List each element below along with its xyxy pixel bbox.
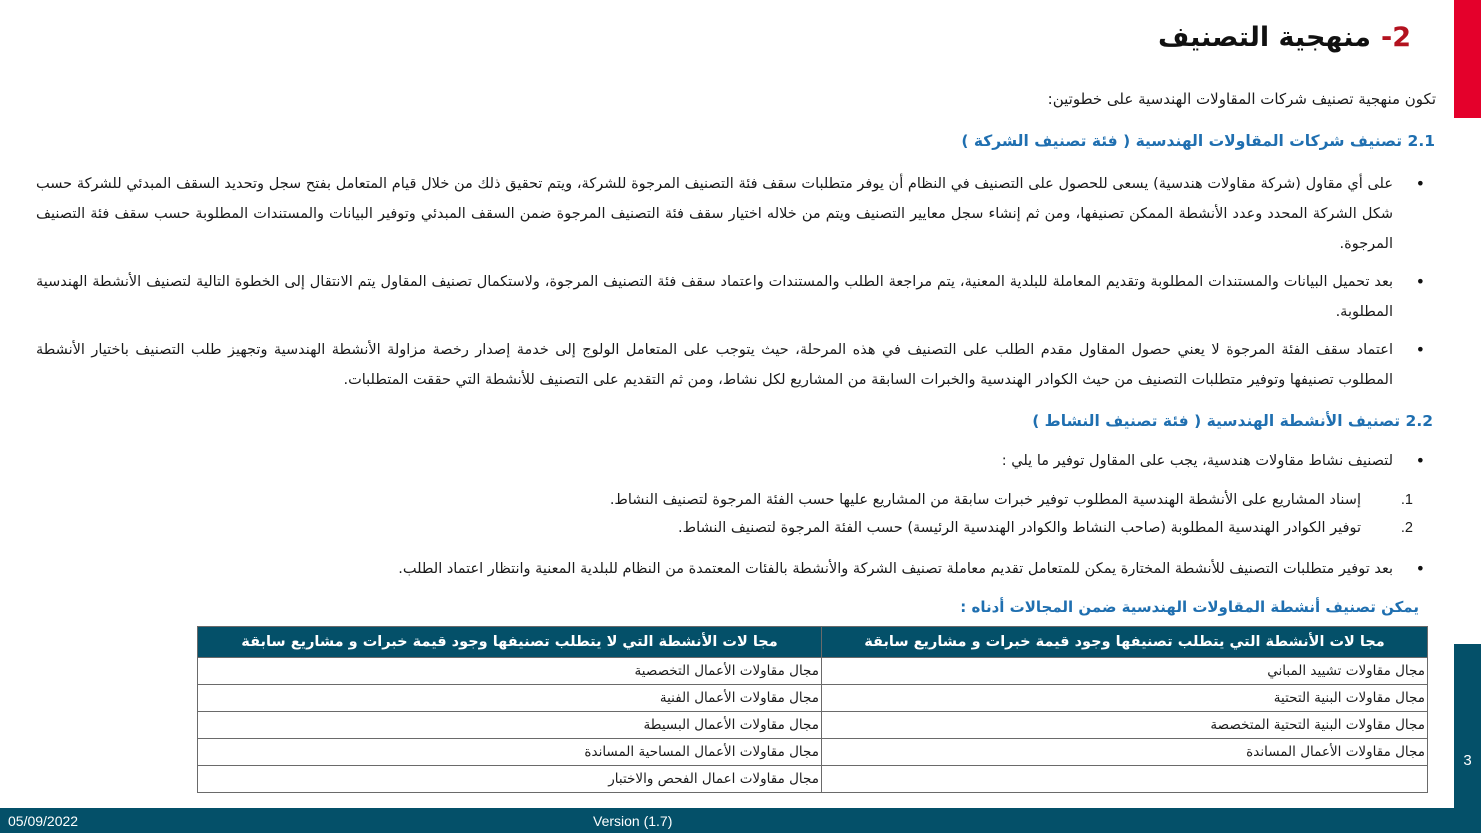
table-cell	[822, 766, 1428, 793]
activity-lead-bullet	[36, 446, 1393, 476]
footer-version: Version (1.7)	[593, 813, 673, 829]
fields-table	[197, 626, 1428, 793]
bullet-item: • على أي مقاول (شركة مقاولات هندسية) يسعى للحصول على التصنيف في النظام أن يوفر متطلبات سقف فئة التصنيف المرجوة للشركة، ويتم تحقيق ذلك من خلال قيام المتعامل بفتح سجل وتحديد السقف المبدئي للشركة حسب شكل الشركة المحدد وعدد الأنشطة الممكن تصنيفها، ومن ثم إنشاء سجل معايير التصنيف ويتم من خلاله اختيار سقف فئة التصنيف المرجوة ضمن السقف المبدئي وتوفير البيانات والمستندات المطلوبة حسب سقف فئة التصنيف المرجوة.	[36, 169, 1393, 259]
accent-bar-red	[1454, 0, 1481, 118]
table-cell: مجال مقاولات الأعمال التخصصية	[198, 658, 822, 685]
subsection-heading-2-2: 2.2 تصنيف الأنشطة الهندسية ( فئة تصنيف النشاط )	[1032, 412, 1433, 430]
bullet-item: • اعتماد سقف الفئة المرجوة لا يعني حصول المقاول مقدم الطلب على التصنيف في هذه المرحلة، حيث يتوجب على المتعامل الولوج إلى خدمة إصدار رخصة مزاولة الأنشطة الهندسية وتجهيز طلب التصنيف باختيار الأنشطة المطلوب تصنيفها وتوفير متطلبات التصنيف من حيث الكوادر الهندسية والخبرات السابقة من المشاريع لكل نشاط، ومن ثم التقديم على التصنيف للأنشطة التي حققت المتطلبات.	[36, 335, 1393, 395]
bullet-item: • بعد تحميل البيانات والمستندات المطلوبة وتقديم المعاملة للبلدية المعنية، يتم مراجعة الطلب والمستندات واعتماد سقف فئة التصنيف المرجوة، ولاستكمال تصنيف المقاول يتم الانتقال إلى الخطوة التالية لتصنيف الأنشطة الهندسية المطلوبة.	[36, 267, 1393, 327]
table-cell: مجال مقاولات البنية التحتية المتخصصة	[822, 712, 1428, 739]
table-row	[198, 739, 1428, 766]
table-row	[198, 685, 1428, 712]
item-number: 2.	[1400, 520, 1413, 536]
table-row	[198, 712, 1428, 739]
bullet-item: • بعد توفير متطلبات التصنيف للأنشطة المختارة يمكن للمتعامل تقديم معاملة تصنيف الشركة والأنشطة بالفئات المعتمدة من النظام للبلدية المعنية وانتظار اعتماد الطلب.	[36, 554, 1393, 584]
item-number: 1.	[1400, 492, 1413, 508]
table-row	[198, 766, 1428, 793]
bullet-item: • لتصنيف نشاط مقاولات هندسية، يجب على المقاول توفير ما يلي :	[36, 446, 1393, 476]
subsection-heading-2-1: 2.1 تصنيف شركات المقاولات الهندسية ( فئة تصنيف الشركة )	[961, 132, 1435, 150]
activity-requirements-list	[609, 486, 1413, 542]
table-cell: مجال مقاولات اعمال الفحص والاختبار	[198, 766, 822, 793]
fields-table-heading: يمكن تصنيف أنشطة المقاولات الهندسية ضمن المجالات أدناه :	[960, 598, 1419, 616]
company-classification-bullets	[36, 169, 1393, 403]
item-text: إسناد المشاريع على الأنشطة الهندسية المطلوب توفير خبرات سابقة من المشاريع عليها حسب الفئة المرجوة لتصنيف النشاط.	[609, 492, 1361, 508]
table-cell: مجال مقاولات الأعمال المساحية المساندة	[198, 739, 822, 766]
table-cell: مجال مقاولات الأعمال الفنية	[198, 685, 822, 712]
section-title-text: منهجية التصنيف	[1157, 22, 1371, 53]
section-title	[1158, 22, 1411, 53]
section-number: 2-	[1380, 22, 1411, 53]
footer-date: 05/09/2022	[8, 813, 79, 829]
table-cell: مجال مقاولات البنية التحتية	[822, 685, 1428, 712]
activity-final-bullet	[36, 554, 1393, 584]
numbered-item	[609, 486, 1413, 514]
column-header: مجا لات الأنشطة التي لا يتطلب تصنيفها وجود قيمة خبرات و مشاريع سابقة	[198, 627, 822, 658]
item-text: توفير الكوادر الهندسية المطلوبة (صاحب النشاط والكوادر الهندسية الرئيسة) حسب الفئة المرجوة لتصنيف النشاط.	[678, 520, 1361, 536]
column-header: مجا لات الأنشطة التي يتطلب تصنيفها وجود قيمة خبرات و مشاريع سابقة	[822, 627, 1428, 658]
intro-text: تكون منهجية تصنيف شركات المقاولات الهندسية على خطوتين:	[1047, 90, 1436, 108]
table-cell: مجال مقاولات تشييد المباني	[822, 658, 1428, 685]
table-cell: مجال مقاولات الأعمال المساندة	[822, 739, 1428, 766]
table-cell: مجال مقاولات الأعمال البسيطة	[198, 712, 822, 739]
footer	[0, 808, 1481, 833]
page-number: 3	[1463, 752, 1472, 769]
accent-bar-teal	[1454, 644, 1481, 808]
table-header-row	[198, 627, 1428, 658]
numbered-item	[610, 514, 1413, 542]
table-row	[198, 658, 1428, 685]
